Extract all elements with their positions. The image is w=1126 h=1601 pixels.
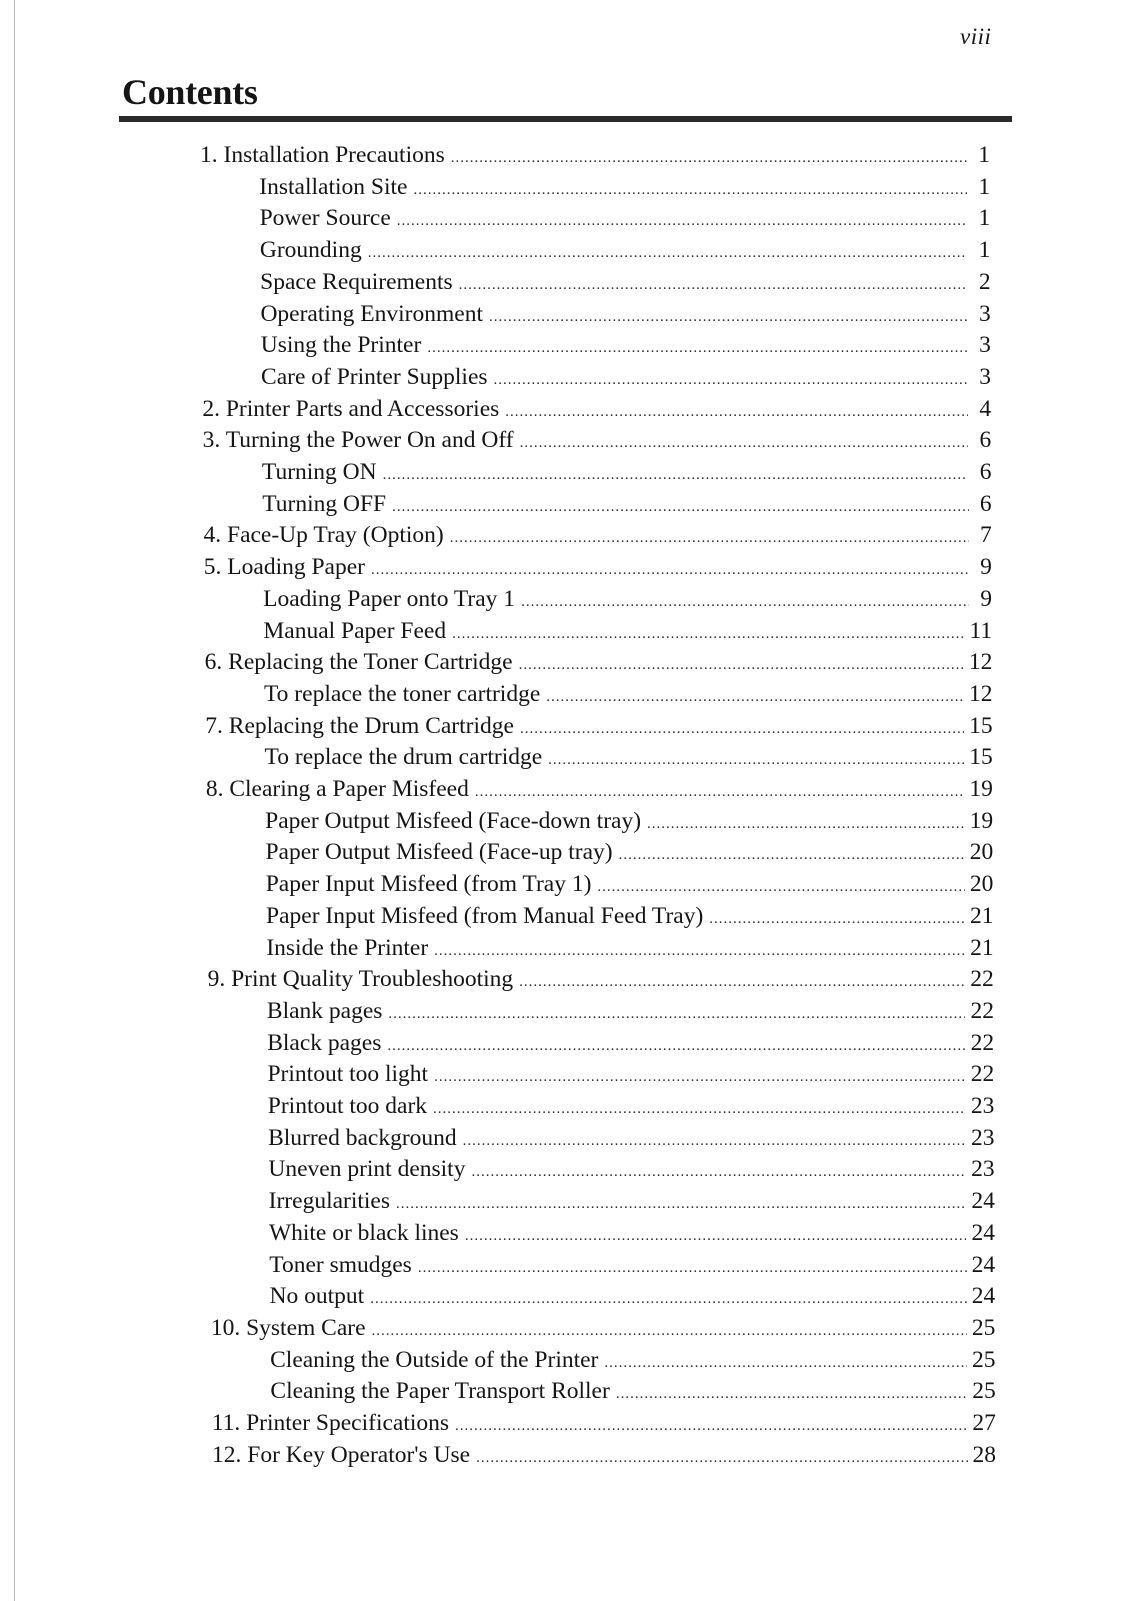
toc-entry-page-number: 27 <box>972 1410 996 1436</box>
toc-entry-label: Paper Input Misfeed (from Manual Feed Tray) <box>266 902 704 929</box>
toc-section-entry <box>263 616 992 646</box>
toc-entry-label: Turning ON <box>261 459 377 485</box>
toc-section-entry <box>270 1281 996 1311</box>
toc-chapter-entry <box>212 1408 996 1438</box>
toc-dot-leader <box>371 555 969 585</box>
toc-section-entry <box>262 457 992 487</box>
toc-dot-leader <box>388 999 965 1029</box>
toc-entry-page-number: 24 <box>971 1251 996 1278</box>
toc-entry-page-number: 19 <box>969 807 994 834</box>
toc-chapter-entry <box>211 1313 996 1343</box>
toc-entry-page-number: 19 <box>969 776 993 802</box>
toc-dot-leader <box>520 428 969 458</box>
toc-entry-label: Irregularities <box>268 1188 391 1215</box>
toc-section-entry <box>266 869 994 899</box>
toc-dot-leader <box>604 1348 967 1378</box>
toc-section-entry <box>267 1028 994 1058</box>
page-number: viii <box>960 24 992 49</box>
toc-entry-page-number: 1 <box>978 173 991 200</box>
toc-dot-leader <box>434 936 965 966</box>
toc-dot-leader <box>372 1316 967 1346</box>
toc-entry-page-number: 1 <box>978 237 991 264</box>
toc-dot-leader <box>521 587 969 617</box>
toc-dot-leader <box>397 206 968 236</box>
toc-section-entry <box>262 489 991 519</box>
toc-entry-label: Paper Input Misfeed (from Tray 1) <box>265 871 592 898</box>
toc-chapter-entry <box>205 711 992 741</box>
toc-chapter-entry <box>203 425 992 455</box>
toc-entry-label: Grounding <box>259 237 362 264</box>
toc-entry-page-number: 3 <box>979 363 992 390</box>
toc-chapter-entry <box>202 394 991 424</box>
toc-entry-label: 7. Replacing the Drum Cartridge <box>205 712 514 739</box>
toc-section-entry <box>260 203 991 233</box>
toc-dot-leader <box>709 904 965 934</box>
toc-entry-page-number: 23 <box>971 1124 995 1151</box>
toc-entry-label: Power Source <box>259 205 391 232</box>
toc-entry-page-number: 22 <box>970 997 994 1024</box>
toc-entry-page-number: 6 <box>979 427 992 454</box>
toc-section-entry <box>264 679 993 709</box>
toc-entry-page-number: 21 <box>970 902 994 929</box>
toc-chapter-entry <box>204 552 992 582</box>
toc-dot-leader <box>455 1411 967 1441</box>
toc-entry-label: Blank pages <box>266 997 383 1024</box>
toc-chapter-entry <box>206 774 993 804</box>
toc-dot-leader <box>647 809 965 839</box>
toc-entry-label: 8. Clearing a Paper Misfeed <box>205 776 469 802</box>
toc-entry-label: Uneven print density <box>268 1156 466 1183</box>
toc-section-entry <box>261 330 991 360</box>
toc-section-entry <box>260 299 990 329</box>
toc-chapter-entry <box>200 140 990 170</box>
toc-entry-page-number: 6 <box>979 490 992 517</box>
toc-dot-leader <box>548 745 964 775</box>
toc-section-entry <box>268 1123 994 1153</box>
toc-dot-leader <box>619 840 965 870</box>
toc-entry-page-number: 7 <box>979 522 992 549</box>
toc-entry-page-number: 24 <box>971 1283 996 1310</box>
toc-dot-leader <box>396 1189 966 1219</box>
toc-entry-label: Printout too dark <box>267 1093 428 1119</box>
toc-entry-label: 5. Loading Paper <box>203 554 365 581</box>
toc-dot-leader <box>392 492 969 522</box>
toc-section-entry <box>269 1250 995 1280</box>
toc-dot-leader <box>452 619 964 649</box>
toc-entry-label: 3. Turning the Power On and Off <box>202 427 514 454</box>
toc-section-entry <box>270 1345 995 1375</box>
toc-section-entry <box>267 996 994 1026</box>
toc-dot-leader <box>475 777 965 807</box>
toc-dot-leader <box>413 175 967 205</box>
toc-section-entry <box>265 742 993 772</box>
toc-entry-page-number: 1 <box>978 205 991 232</box>
toc-entry-page-number: 12 <box>968 680 993 707</box>
toc-entry-label: 12. For Key Operator's Use <box>212 1441 471 1468</box>
toc-section-entry <box>265 837 993 867</box>
toc-dot-leader <box>451 143 967 173</box>
toc-entry-page-number: 2 <box>978 268 991 295</box>
toc-entry-page-number: 25 <box>971 1314 996 1341</box>
toc-dot-leader <box>519 967 965 997</box>
toc-entry-page-number: 9 <box>980 554 992 581</box>
toc-entry-page-number: 12 <box>968 649 993 676</box>
toc-entry-label: 2. Printer Parts and Accessories <box>202 395 500 422</box>
toc-section-entry <box>263 584 992 614</box>
toc-entry-page-number: 11 <box>969 617 993 644</box>
toc-entry-label: Toner smudges <box>269 1251 412 1278</box>
toc-dot-leader <box>383 460 969 490</box>
toc-entry-page-number: 28 <box>972 1441 996 1468</box>
toc-entry-label: 6. Replacing the Toner Cartridge <box>204 649 513 676</box>
toc-chapter-entry <box>204 520 992 550</box>
toc-dot-leader <box>427 333 968 363</box>
page-title: Contents <box>122 72 258 112</box>
toc-entry-label: 4. Face-Up Tray (Option) <box>203 522 444 549</box>
toc-entry-label: Cleaning the Outside of the Printer <box>270 1346 599 1373</box>
toc-dot-leader <box>370 1284 967 1314</box>
toc-section-entry <box>265 806 993 836</box>
toc-dot-leader <box>505 397 968 427</box>
toc-chapter-entry <box>212 1440 996 1470</box>
toc-entry-page-number: 24 <box>971 1188 995 1215</box>
toc-entry-label: Using the Printer <box>260 332 422 359</box>
toc-dot-leader <box>519 650 964 680</box>
toc-dot-leader <box>494 365 968 395</box>
toc-entry-page-number: 22 <box>970 1061 995 1088</box>
toc-dot-leader <box>471 1157 966 1187</box>
toc-entry-label: Operating Environment <box>260 300 483 327</box>
toc-section-entry <box>259 172 990 202</box>
toc-section-entry <box>268 1091 995 1121</box>
toc-entry-label: Blurred background <box>268 1124 457 1151</box>
toc-entry-label: White or black lines <box>268 1219 459 1246</box>
toc-entry-page-number: 20 <box>969 839 994 866</box>
binding-edge-line <box>14 0 15 1601</box>
toc-entry-label: Loading Paper onto Tray 1 <box>263 585 516 612</box>
toc-dot-leader <box>476 1443 967 1473</box>
toc-entry-label: Manual Paper Feed <box>263 617 447 644</box>
toc-entry-page-number: 25 <box>972 1346 996 1373</box>
toc-dot-leader <box>463 1126 966 1156</box>
toc-entry-page-number: 20 <box>969 871 994 898</box>
title-underline-rule <box>119 116 1012 122</box>
toc-entry-label: Paper Output Misfeed (Face-down tray) <box>265 807 642 834</box>
toc-entry-page-number: 15 <box>969 744 993 771</box>
toc-entry-label: Care of Printer Supplies <box>261 363 488 390</box>
toc-section-entry <box>270 1376 995 1406</box>
toc-entry-page-number: 6 <box>979 459 992 485</box>
toc-entry-page-number: 23 <box>971 1156 995 1183</box>
toc-section-entry <box>260 235 991 265</box>
toc-entry-page-number: 15 <box>969 712 993 739</box>
toc-entry-page-number: 23 <box>970 1093 995 1119</box>
toc-dot-leader <box>418 1253 967 1283</box>
toc-section-entry <box>266 901 993 931</box>
toc-entry-label: Inside the Printer <box>266 934 429 961</box>
toc-section-entry <box>267 1059 994 1089</box>
toc-dot-leader <box>434 1062 966 1092</box>
toc-dot-leader <box>597 872 964 902</box>
toc-entry-label: Black pages <box>267 1029 382 1056</box>
toc-entry-page-number: 9 <box>980 585 993 612</box>
toc-entry-label: Installation Site <box>259 173 408 200</box>
toc-entry-page-number: 22 <box>970 966 994 993</box>
toc-entry-label: 10. System Care <box>210 1314 366 1341</box>
toc-entry-page-number: 4 <box>979 395 992 422</box>
toc-dot-leader <box>368 238 968 268</box>
toc-section-entry <box>269 1186 995 1216</box>
toc-entry-label: 11. Printer Specifications <box>211 1410 450 1436</box>
toc-dot-leader <box>450 523 969 553</box>
toc-section-entry <box>261 362 991 392</box>
toc-entry-label: Paper Output Misfeed (Face-up tray) <box>265 839 613 866</box>
toc-entry-page-number: 25 <box>972 1378 996 1405</box>
toc-section-entry <box>266 933 993 963</box>
toc-entry-label: Printout too light <box>267 1061 429 1088</box>
toc-section-entry <box>260 267 990 297</box>
toc-entry-page-number: 3 <box>979 332 991 359</box>
toc-entry-label: Cleaning the Paper Transport Roller <box>270 1378 610 1405</box>
toc-entry-page-number: 3 <box>978 300 991 327</box>
toc-dot-leader <box>520 714 964 744</box>
toc-entry-label: 1. Installation Precautions <box>200 142 445 168</box>
toc-entry-page-number: 21 <box>970 934 994 961</box>
toc-dot-leader <box>616 1379 967 1409</box>
toc-entry-label: To replace the drum cartridge <box>264 744 543 771</box>
toc-section-entry <box>269 1218 995 1248</box>
toc-entry-page-number: 1 <box>978 142 990 168</box>
toc-entry-page-number: 22 <box>970 1029 995 1056</box>
toc-dot-leader <box>433 1094 966 1124</box>
toc-section-entry <box>268 1154 994 1184</box>
toc-dot-leader <box>465 1221 967 1251</box>
toc-chapter-entry <box>208 964 994 994</box>
toc-entry-page-number: 24 <box>971 1219 995 1246</box>
toc-dot-leader <box>387 1031 965 1061</box>
toc-entry-label: No output <box>269 1283 365 1310</box>
toc-dot-leader <box>546 682 964 712</box>
toc-dot-leader <box>489 302 968 332</box>
toc-entry-label: To replace the toner cartridge <box>263 680 541 707</box>
toc-dot-leader <box>459 270 968 300</box>
toc-entry-label: Space Requirements <box>260 268 453 295</box>
toc-chapter-entry <box>205 647 993 677</box>
toc-entry-label: 9. Print Quality Troubleshooting <box>207 966 514 993</box>
toc-entry-label: Turning OFF <box>262 490 387 517</box>
